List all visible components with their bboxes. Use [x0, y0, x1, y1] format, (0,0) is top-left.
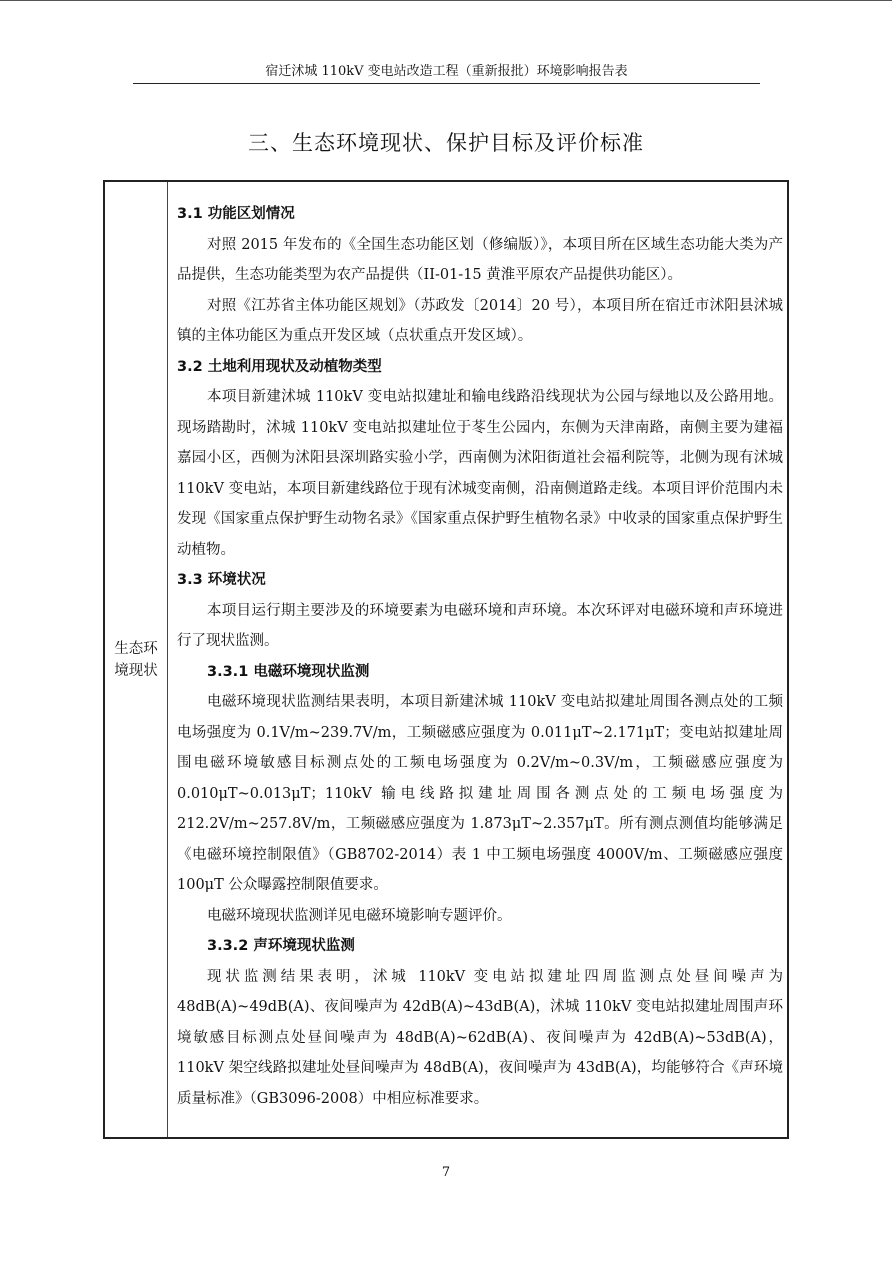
paragraph: 对照《江苏省主体功能区规划》（苏政发〔2014〕20 号），本项目所在宿迁市沭阳县沭城镇的主体功能区为重点开发区域（点状重点开发区域）。 — [177, 297, 783, 344]
top-border-line — [0, 0, 892, 1]
section-heading-3-3: 3.3 环境状况 — [177, 572, 266, 588]
section-heading-3-2: 3.2 土地利用现状及动植物类型 — [177, 358, 382, 375]
section-heading-3-3-2: 3.3.2 声环境现状监测 — [207, 938, 355, 954]
content-table — [103, 180, 789, 1139]
side-label-cell — [105, 182, 168, 1137]
page-title: 三、生态环境现状、保护目标及评价标准 — [248, 131, 644, 155]
paragraph: 电磁环境现状监测结果表明，本项目新建沭城 110kV 变电站拟建址周围各测点处的工频电场强度为 0.1V/m~239.7V/m，工频磁感应强度为 0.011μT~2.171μT；变电站拟建址周围电磁环境敏感目标测点处的工频电场强度为 0.2V/m~0.3V/m，工频磁感应强度为 0.010μT~0.013μT；110kV 输电线路拟建址周围各测点处的工频电场强度为 212.2V/m~257.8V/m，工频磁感应强度为 1.873μT~2.357μT。所有测点测值均能够满足《电磁环境控制限值》（GB8702-2014）表 1 中工频电场强度 4000V/m、工频磁感应强度 100μT 公众曝露控制限值要求。 — [177, 694, 783, 893]
content-cell — [177, 199, 783, 1114]
side-label: 生态环境现状 — [114, 640, 158, 679]
paragraph: 本项目运行期主要涉及的环境要素为电磁环境和声环境。本次环评对电磁环境和声环境进行了现状监测。 — [177, 602, 783, 649]
paragraph: 对照 2015 年发布的《全国生态功能区划（修编版）》，本项目所在区域生态功能大类为产品提供，生态功能类型为农产品提供（II-01-15 黄淮平原农产品提供功能区）。 — [177, 236, 783, 283]
paragraph: 电磁环境现状监测详见电磁环境影响专题评价。 — [207, 907, 512, 924]
paragraph: 现状监测结果表明，沭城 110kV 变电站拟建址四周监测点处昼间噪声为 48dB(A)~49dB(A)、夜间噪声为 42dB(A)~43dB(A)，沭城 110kV 变电站拟建址周围声环境敏感目标测点处昼间噪声为 48dB(A)~62dB(A)、夜间噪声为 42dB(A)~53dB(A)，110kV 架空线路拟建址处昼间噪声为 48dB(A)，夜间噪声为 43dB(A)，均能够符合《声环境质量标准》（GB3096-2008）中相应标准要求。 — [177, 968, 783, 1107]
paragraph: 本项目新建沭城 110kV 变电站拟建址和输电线路沿线现状为公园与绿地以及公路用地。现场踏勘时，沭城 110kV 变电站拟建址位于苳生公园内，东侧为天津南路，南侧主要为建福嘉园小区，西侧为沭阳县深圳路实验小学，西南侧为沭阳街道社会福利院等，北侧为现有沭城 110kV 变电站，本项目新建线路位于现有沭城变南侧，沿南侧道路走线。本项目评价范围内未发现《国家重点保护野生动物名录》《国家重点保护野生植物名录》中收录的国家重点保护野生动植物。 — [177, 389, 783, 558]
header-rule — [133, 83, 760, 84]
section-heading-3-3-1: 3.3.1 电磁环境现状监测 — [207, 663, 370, 680]
running-header: 宿迁沭城 110kV 变电站改造工程（重新报批）环境影响报告表 — [265, 64, 628, 79]
page-number: 7 — [441, 1165, 451, 1180]
section-heading-3-1: 3.1 功能区划情况 — [177, 206, 295, 222]
